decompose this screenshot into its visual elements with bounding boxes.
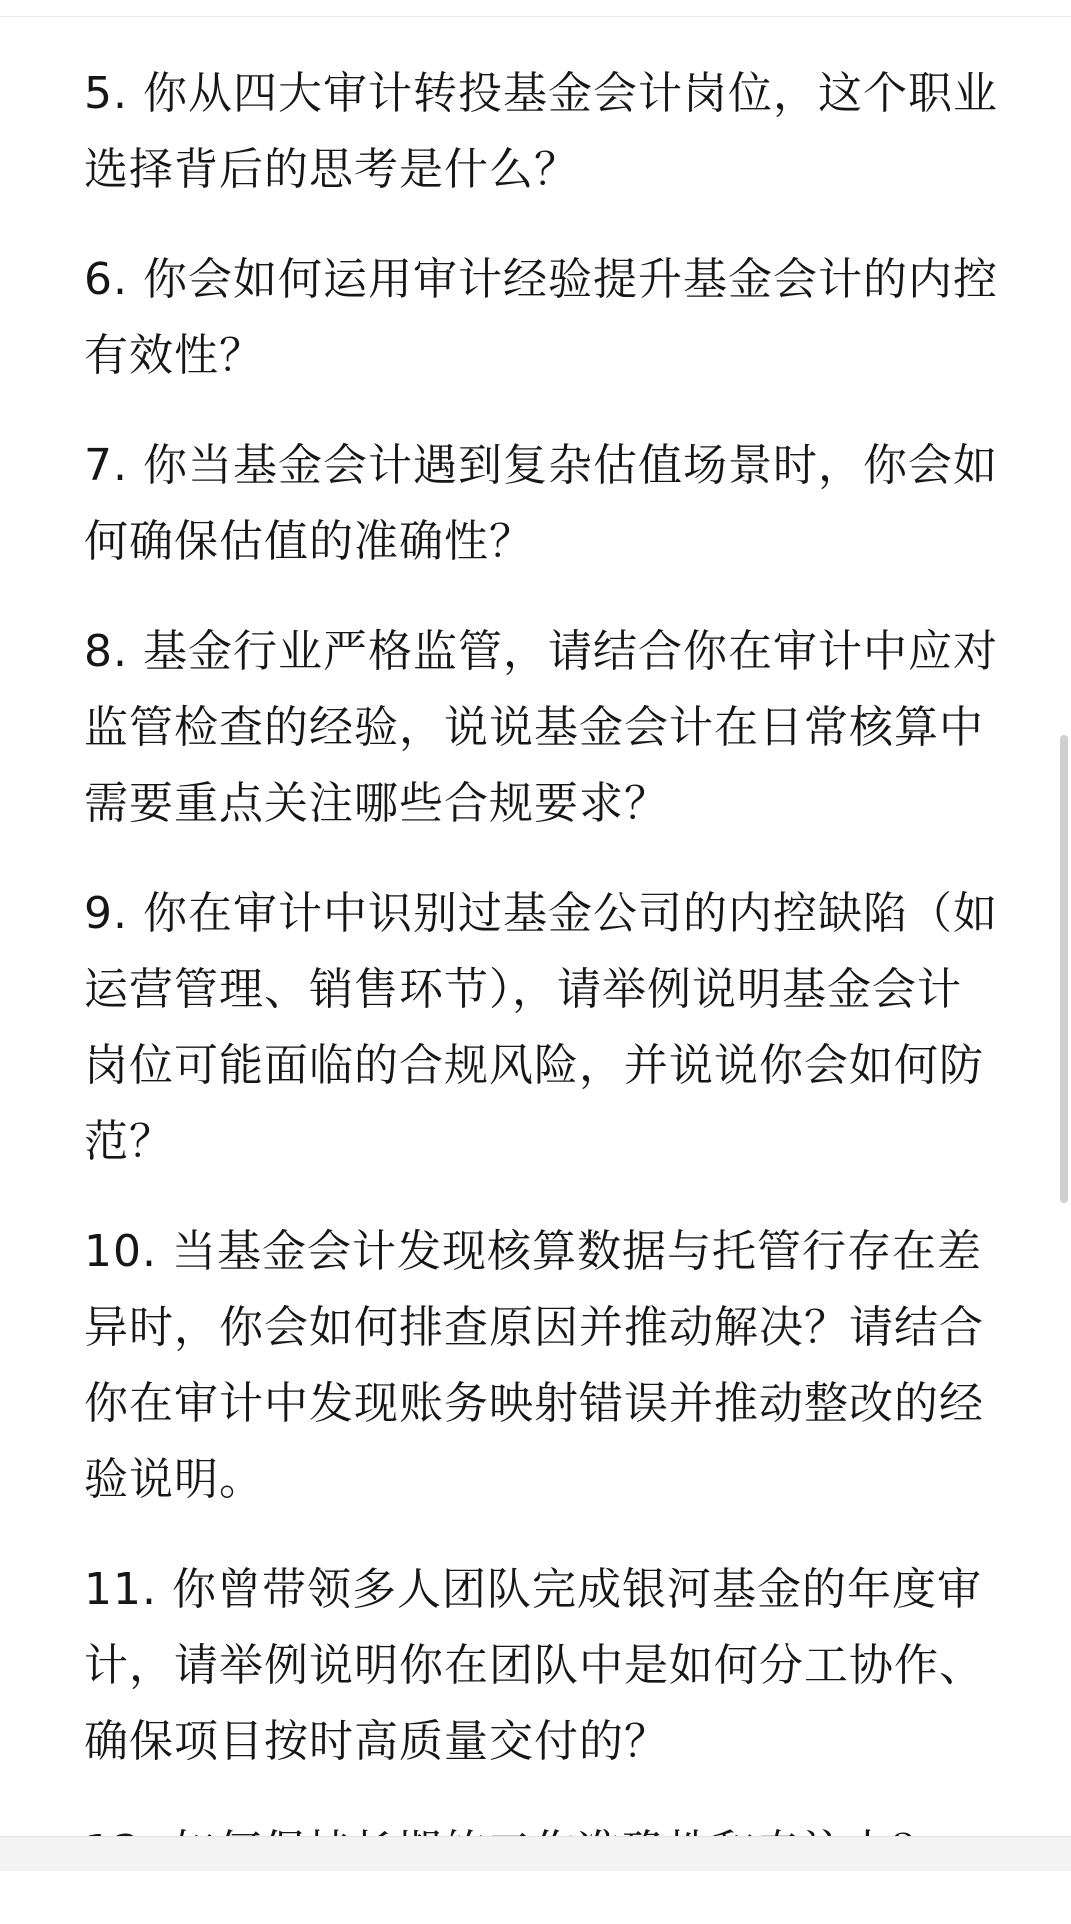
question-item: 9. 你在审计中识别过基金公司的内控缺陷（如运营管理、销售环节），请举例说明基金会计岗位可能面临的合规风险，并说说你会如何防范？ — [84, 888, 998, 1167]
top-divider — [0, 0, 1071, 17]
question-item: 7. 你当基金会计遇到复杂估值场景时，你会如何确保估值的准确性？ — [84, 440, 998, 567]
question-list — [84, 56, 1004, 1924]
question-item: 10. 当基金会计发现核算数据与托管行存在差异时，你会如何排查原因并推动解决？请结合你在审计中发现账务映射错误并推动整改的经验说明。 — [84, 1226, 984, 1505]
question-item: 11. 你曾带领多人团队完成银河基金的年度审计，请举例说明你在团队中是如何分工协作、确保项目按时高质量交付的？ — [84, 1564, 984, 1767]
scrollbar[interactable] — [1057, 0, 1071, 1871]
question-item: 5. 你从四大审计转投基金会计岗位，这个职业选择背后的思考是什么？ — [84, 68, 998, 195]
question-item: 8. 基金行业严格监管，请结合你在审计中应对监管检查的经验，说说基金会计在日常核算中需要重点关注哪些合规要求？ — [84, 626, 998, 829]
scrollbar-thumb[interactable] — [1060, 735, 1068, 1203]
bottom-bar — [0, 1836, 1071, 1871]
question-item: 6. 你会如何运用审计经验提升基金会计的内控有效性？ — [84, 254, 998, 381]
